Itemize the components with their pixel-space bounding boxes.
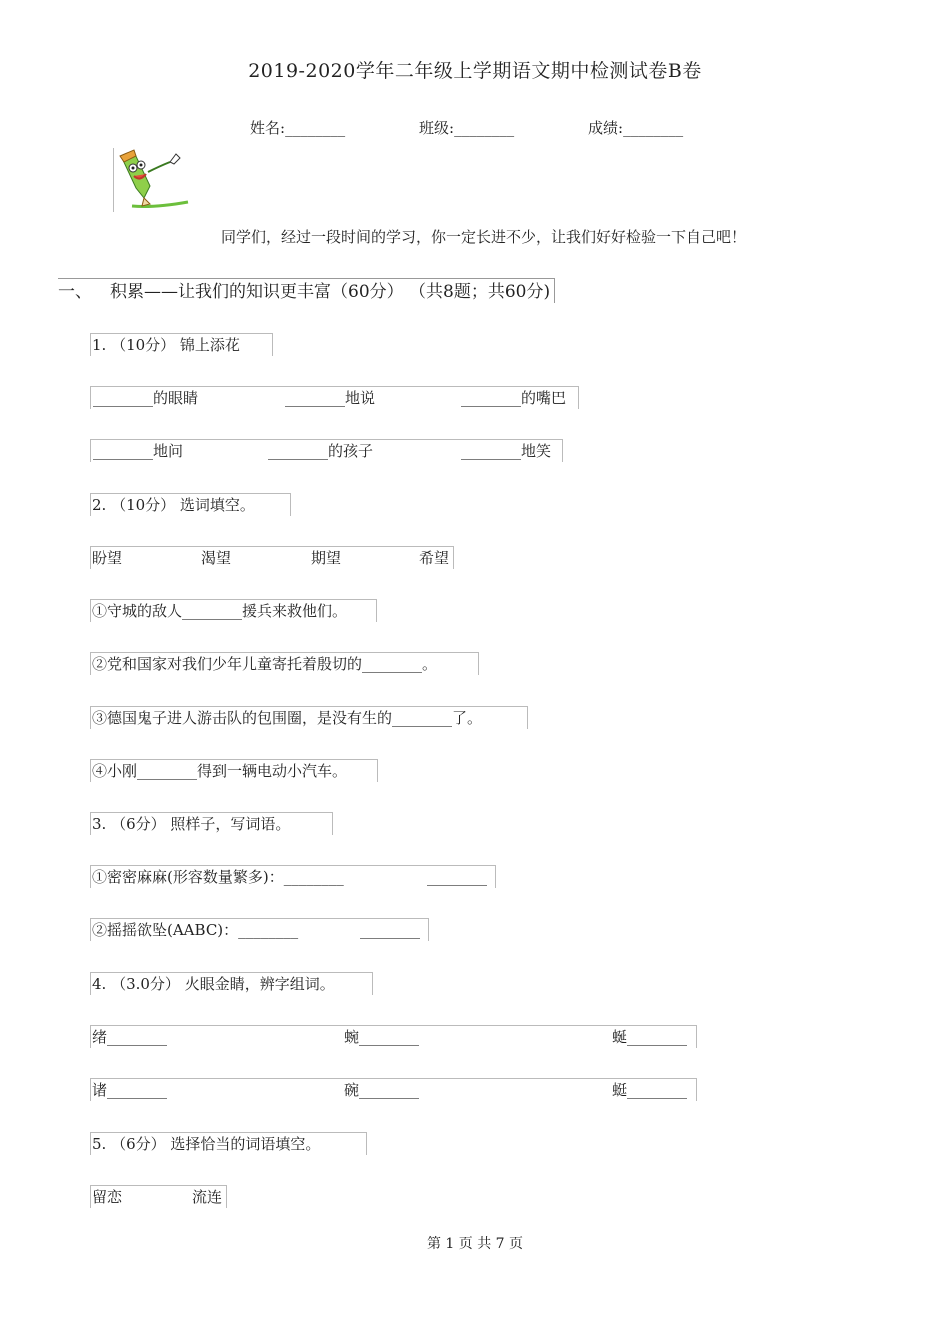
- q4-r1-c3: 蜒________: [612, 1028, 688, 1046]
- q2-word-1: 盼望: [92, 549, 123, 567]
- intro-text: 同学们，经过一段时间的学习，你一定长进不少，让我们好好检验一下自己吧！: [221, 228, 747, 246]
- q2-item-3: [90, 706, 528, 729]
- q4-row-1: [90, 1025, 697, 1048]
- q4-header: [90, 972, 373, 995]
- pencil-mascot-icon: [114, 148, 190, 212]
- score-field: [588, 117, 683, 138]
- q1-r2-c2: ________的孩子: [268, 442, 374, 460]
- q3-item-1: [90, 865, 496, 888]
- section-heading: [58, 278, 555, 303]
- q5-header-text: 5. （6分） 选择恰当的词语填空。: [92, 1135, 321, 1153]
- name-label: 姓名:: [250, 119, 286, 137]
- q2-word-bank: [90, 546, 454, 569]
- class-label: 班级:: [419, 119, 455, 137]
- pencil-mascot-image: [113, 148, 190, 212]
- q1-r1-c3: ________的嘴巴: [461, 389, 567, 407]
- q1-row-1: [90, 386, 579, 409]
- q2-item-4-text: ④小刚________得到一辆电动小汽车。: [92, 762, 348, 780]
- page-title: 2019-2020学年二年级上学期语文期中检测试卷B卷: [248, 60, 702, 82]
- q4-r2-c2: 碗________: [344, 1081, 420, 1099]
- q2-item-1: [90, 599, 377, 622]
- section-title: 积累——让我们的知识更丰富（60分） （共8题；共60分): [110, 282, 551, 302]
- section-number: 一、: [58, 282, 92, 302]
- q4-header-text: 4. （3.0分） 火眼金睛，辨字组词。: [92, 975, 335, 993]
- q4-r1-c2: 蜿________: [344, 1028, 420, 1046]
- name-field: [250, 117, 345, 138]
- q3-header-text: 3. （6分） 照样子，写词语。: [92, 815, 291, 833]
- q2-header-text: 2. （10分） 选词填空。: [92, 496, 255, 514]
- q2-word-3: 期望: [311, 549, 342, 567]
- q2-item-2: [90, 652, 479, 675]
- q1-r1-c1: ________的眼睛: [93, 389, 199, 407]
- q3-item-2: [90, 918, 429, 941]
- q1-header-text: 1. （10分） 锦上添花: [92, 336, 240, 354]
- q2-header: [90, 493, 291, 516]
- class-field: [419, 117, 514, 138]
- q2-item-4: [90, 759, 378, 782]
- class-blank: ________: [454, 119, 515, 137]
- score-blank: ________: [623, 119, 684, 137]
- score-label: 成绩:: [588, 119, 624, 137]
- q2-item-2-text: ②党和国家对我们少年儿童寄托着殷切的________。: [92, 655, 438, 673]
- q4-r1-c1: 绪________: [92, 1028, 168, 1046]
- name-blank: ________: [285, 119, 346, 137]
- q5-header: [90, 1132, 367, 1155]
- q3-item-2-blank: ________: [360, 921, 420, 939]
- q2-word-4: 希望: [419, 549, 450, 567]
- q3-item-1-text: ①密密麻麻(形容数量繁多)：________: [92, 868, 344, 886]
- q3-item-1-blank: ________: [427, 868, 487, 886]
- q1-r2-c3: ________地笑: [461, 442, 552, 460]
- q1-r1-c2: ________地说: [285, 389, 376, 407]
- q3-header: [90, 812, 333, 835]
- q4-row-2: [90, 1078, 697, 1101]
- q1-header: [90, 333, 273, 356]
- q4-r2-c3: 蜓________: [612, 1081, 688, 1099]
- q2-item-1-text: ①守城的敌人________援兵来救他们。: [92, 602, 348, 620]
- q2-word-2: 渴望: [201, 549, 232, 567]
- q5-word-bank: [90, 1185, 227, 1208]
- q4-r2-c1: 诸________: [92, 1081, 168, 1099]
- q5-word-2: 流连: [192, 1188, 223, 1206]
- q5-word-1: 留恋: [92, 1188, 123, 1206]
- q3-item-2-text: ②摇摇欲坠(AABC)：________: [92, 921, 299, 939]
- q2-item-3-text: ③德国鬼子进人游击队的包围圈，是没有生的________了。: [92, 709, 483, 727]
- page-footer: 第 1 页 共 7 页: [426, 1236, 524, 1252]
- q1-r2-c1: ________地问: [93, 442, 184, 460]
- q1-row-2: [90, 439, 563, 462]
